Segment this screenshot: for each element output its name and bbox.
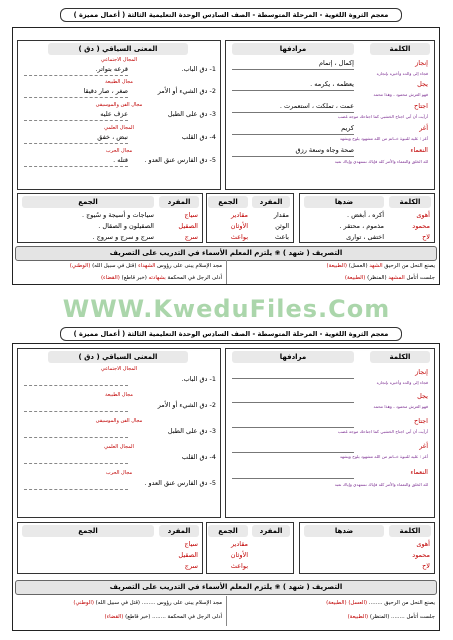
vocab-col-syn: مرادفها: [232, 351, 354, 363]
antonyms-col-word: الكلمة: [389, 525, 431, 537]
morph-word: الشهد: [369, 263, 383, 269]
vocab-syn: عمت ، تملكت ، استعمرت .: [279, 102, 354, 110]
morph-word: المشهد: [388, 275, 405, 281]
morph-text: مجد الإسلام يبنى على رؤوس: [157, 263, 222, 269]
morph-field: (الطبيعة): [326, 600, 347, 606]
meaning-field: المجال الاجتماعي: [100, 366, 138, 372]
meaning-answer: قتله .: [113, 156, 128, 164]
meaning-field: المجال الاجتماعي: [100, 57, 138, 63]
plural-col-singular: المفرد: [252, 196, 290, 208]
morph-text: أدلى الرجل في المحكمة: [167, 275, 222, 281]
answer-line: [24, 411, 128, 412]
meaning-example: 5- دق الفارس عنق العدو .: [144, 156, 216, 164]
plural-col-singular: المفرد: [252, 525, 290, 537]
answer-line: [232, 427, 354, 428]
vocab-hint: لله الخلق والنعماء والأمر كله فإياك نستهدي وإياك نعبد: [334, 482, 428, 487]
column-divider: [226, 596, 227, 626]
antonym-value: مذموم ، محتقر .: [339, 222, 384, 230]
vocab-hint: أرأيت أن أبي اجتاح الخشبي كما اجتاحك موجة غضب: [337, 114, 428, 119]
vocab-hint: لله الخلق والنعماء والأمر كله فإياك نستهدي وإياك نعبد: [334, 159, 428, 164]
morph-sentence: [230, 273, 435, 283]
answer-line: [24, 120, 128, 121]
answer-line: [24, 437, 128, 438]
plural-col-plural: الجمع: [208, 525, 248, 537]
plural-singular: مقدار: [273, 211, 289, 219]
morph-text: يصنع النحل من الرحيق: [384, 263, 435, 269]
meaning-field: مجال الحرب: [105, 470, 133, 476]
worksheet-top: [12, 27, 440, 285]
vocab-word: اجتاح: [414, 102, 428, 110]
morph-meaning: (العسل): [348, 600, 368, 606]
antonym-word: محمود: [412, 551, 430, 559]
plural-box-middle: [206, 522, 294, 574]
answer-line: [232, 69, 354, 70]
morph-field: (الطبيعة): [326, 263, 348, 269]
plural-col-plural: الجمع: [22, 196, 154, 208]
antonym-word: لاح: [422, 233, 430, 241]
plural-singular: الصقيل: [178, 222, 198, 230]
plural-value: سياجات و أسيجة و سُيوج .: [81, 211, 154, 219]
meaning-example: 3- دق على الطبل: [167, 427, 216, 435]
plural-singular: باعث: [274, 233, 289, 241]
vocab-word: أغر: [419, 124, 428, 132]
plural-value: مقادير: [230, 540, 248, 548]
answer-line: [232, 402, 354, 403]
plural-value: الأوثان: [230, 222, 248, 230]
vocab-hint: فجاء إلى والده وأخبره بإنجازه: [376, 71, 428, 76]
morph-field: (القضاء): [104, 614, 124, 620]
morph-meaning: (العسل): [348, 263, 368, 269]
morph-text: مجد الإسلام يبنى على رؤوس: [157, 600, 222, 606]
vocab-box: [225, 40, 435, 190]
vocab-word: إنجاز: [415, 59, 428, 67]
answer-line: [24, 463, 128, 464]
antonyms-col-word: الكلمة: [389, 196, 431, 208]
morphology-bar: التصريف ( شهد ) ❀ يلتزم المعلم الأسماء في التدريب على التصريف: [15, 246, 437, 261]
plural-col-singular: المفرد: [159, 196, 199, 208]
morph-text: يصنع النحل من الرحيق: [384, 600, 435, 606]
antonym-word: أهوى: [416, 211, 430, 219]
answer-line: [232, 134, 354, 135]
worksheet-header-top: معجم الثروة اللغوية - المرحلة المتوسطة - الصف السادس الوحدة التعليمية الثالثة ( أعمال مميزة ): [60, 8, 402, 22]
vocab-syn: كريم: [341, 124, 354, 132]
meaning-example: 2- دق الشيء أو الأمر: [157, 87, 216, 95]
morph-meaning: (قتل في سبيل الله): [95, 600, 141, 606]
morph-text: أدلى الرجل في المحكمة: [167, 614, 222, 620]
plural-box-left: [17, 193, 203, 243]
vocab-box: [225, 348, 435, 518]
plural-singular: الصقيل: [178, 551, 198, 559]
vocab-word: النعماء: [410, 146, 428, 154]
morph-meaning: (خبر قاطع): [125, 614, 151, 620]
meaning-field: المجال العلمي: [104, 444, 134, 450]
morphology-bar: التصريف ( شهد ) ❀ يلتزم المعلم الأسماء في التدريب على التصريف: [15, 580, 437, 595]
worksheet-header-bottom: معجم الثروة اللغوية - المرحلة المتوسطة - الصف السادس الوحدة التعليمية الثالثة ( أعمال مميزة ): [60, 327, 402, 341]
vocab-hint: أغر ؛ عليه للنبوة خــاتم من الله مشهود يلوح ويشهد: [339, 454, 428, 459]
answer-line: [24, 143, 128, 144]
antonym-value: أكره ، أبغض .: [347, 211, 384, 219]
answer-line: [24, 97, 128, 98]
vocab-col-syn: مرادفها: [232, 43, 354, 55]
vocab-word: أغر: [419, 442, 428, 450]
answer-line: [24, 166, 128, 167]
plural-value: بواعث: [230, 233, 248, 241]
morph-meaning: (قتل في سبيل الله): [92, 263, 137, 269]
morph-meaning: (خبر قاطع): [121, 275, 147, 281]
meaning-field: مجال الفن والموسيقى: [95, 102, 143, 108]
meaning-field: مجال الحرب: [105, 148, 133, 154]
answer-line: [232, 452, 354, 453]
plural-singular: الوثن: [275, 222, 289, 230]
vocab-word: يجل: [417, 80, 428, 88]
vocab-word: إنجاز: [415, 368, 428, 376]
meaning-title: المعنى السياقي ( دق ): [48, 43, 188, 55]
plural-singular: سرج: [184, 562, 198, 570]
meaning-example: 4- دق القلب: [181, 133, 216, 141]
morph-sentence: [17, 261, 222, 271]
meaning-answer: قرعه بتواتر.: [95, 65, 128, 73]
antonyms-col-ant: ضدها: [304, 525, 384, 537]
vocab-word: يجل: [417, 392, 428, 400]
antonym-word: لاح: [422, 562, 430, 570]
plural-value: بواعث: [230, 562, 248, 570]
meaning-box: [17, 40, 221, 190]
plural-value: الأوثان: [230, 551, 248, 559]
vocab-syn: صحة وجاه وسعة رزق: [295, 146, 354, 154]
meaning-example: 2- دق الشيء أو الأمر: [157, 401, 216, 409]
meaning-field: مجال الطبيعة: [105, 392, 133, 398]
vocab-hint: أرأيت أن أبي اجتاح الخشبي كما اجتاحك موجة غضب: [337, 429, 428, 434]
meaning-example: 3- دق على الطبل: [167, 110, 216, 118]
morph-sentence: يصنع النحل من الرحيق ........ (العسل) (الطبيعة): [326, 600, 435, 606]
antonym-value: اختفى ، توارى: [346, 233, 384, 241]
vocab-syn: إكمال ، إتمام: [319, 59, 354, 67]
morph-sentence: أدلى الرجل في المحكمة ........ (خبر قاطع) (القضاء): [104, 614, 222, 620]
plural-col-plural: الجمع: [208, 196, 248, 208]
meaning-example: 1- دق الباب.: [181, 65, 216, 73]
antonyms-box: [299, 193, 435, 243]
plural-value: مقادير: [230, 211, 248, 219]
morph-text: جلست أتأمل: [406, 614, 435, 620]
morph-word: الشهداء: [138, 263, 156, 269]
meaning-answer: صغر ، صار دقيقا: [83, 87, 128, 95]
meaning-answer: عزف عليه: [100, 110, 128, 118]
vocab-word: اجتاح: [414, 417, 428, 425]
meaning-answer: نبض ، خفق: [97, 133, 128, 141]
morph-text: جلست أتأمل: [406, 275, 435, 281]
answer-line: [232, 90, 354, 91]
morph-sentence: [17, 273, 222, 283]
vocab-col-word: الكلمة: [370, 351, 430, 363]
plural-singular: سياج: [184, 211, 198, 219]
morph-sentence: مجد الإسلام يبنى على رؤوس ........ (قتل في سبيل الله) (الوطني): [73, 600, 222, 606]
morph-sentence: [230, 261, 435, 271]
answer-line: [232, 378, 354, 379]
morph-sentence: جلست أتأمل ........ (المنظر) (الطبيعة): [347, 614, 435, 620]
meaning-example: 4- دق القلب: [181, 453, 216, 461]
vocab-hint: أغر ؛ عليه للنبوة خــاتم من الله مشهود يلوح ويشهد: [339, 136, 428, 141]
vocab-syn: يعظمه ، يكرمه .: [310, 80, 354, 88]
meaning-example: 5- دق الفارس عنق العدو .: [144, 479, 216, 487]
answer-line: [232, 156, 354, 157]
antonyms-col-ant: ضدها: [304, 196, 384, 208]
plural-singular: سياج: [184, 540, 198, 548]
antonyms-box: [299, 522, 435, 574]
plural-value: سرج و سرج و سروج .: [92, 233, 154, 241]
antonym-word: محمود: [412, 222, 430, 230]
plural-value: الصقيلون و الصقال .: [98, 222, 154, 230]
vocab-hint: فهو العرش محمود ، وهذا محمد: [373, 404, 428, 409]
vocab-word: النعماء: [410, 468, 428, 476]
morph-word: بشهادته: [148, 275, 166, 281]
meaning-field: المجال العلمي: [104, 125, 134, 131]
vocab-col-word: الكلمة: [370, 43, 430, 55]
plural-col-plural: الجمع: [22, 525, 154, 537]
meaning-example: 1- دق الباب.: [181, 375, 216, 383]
meaning-field: مجال الطبيعة: [105, 79, 133, 85]
plural-box-left: [17, 522, 203, 574]
answer-line: [232, 478, 354, 479]
vocab-hint: فجاء إلى والده وأخبره بإنجازه: [376, 380, 428, 385]
morph-field: (الطبيعة): [344, 275, 366, 281]
answer-line: [24, 489, 128, 490]
watermark: WWW.KweduFiles.Com: [62, 295, 391, 323]
meaning-field: مجال الفن والموسيقى: [95, 418, 143, 424]
worksheet-bottom: [12, 343, 440, 631]
morph-meaning: (المنظر): [367, 275, 387, 281]
plural-singular: سرج: [184, 233, 198, 241]
answer-line: [232, 112, 354, 113]
meaning-box: [17, 348, 221, 518]
answer-line: [24, 385, 128, 386]
answer-line: [24, 75, 128, 76]
plural-box-middle: [206, 193, 294, 243]
morph-meaning: (المنظر): [369, 614, 390, 620]
morph-field: (الوطني): [73, 600, 94, 606]
plural-col-singular: المفرد: [159, 525, 199, 537]
vocab-hint: فهو العرش محمود ، وهذا محمد: [373, 92, 428, 97]
morph-field: (القضاء): [100, 275, 120, 281]
meaning-title: المعنى السياقي ( دق ): [48, 351, 188, 363]
morph-field: (الوطني): [69, 263, 91, 269]
antonym-word: أهوى: [416, 540, 430, 548]
morph-field: (الطبيعة): [347, 614, 369, 620]
column-divider: [226, 260, 227, 284]
